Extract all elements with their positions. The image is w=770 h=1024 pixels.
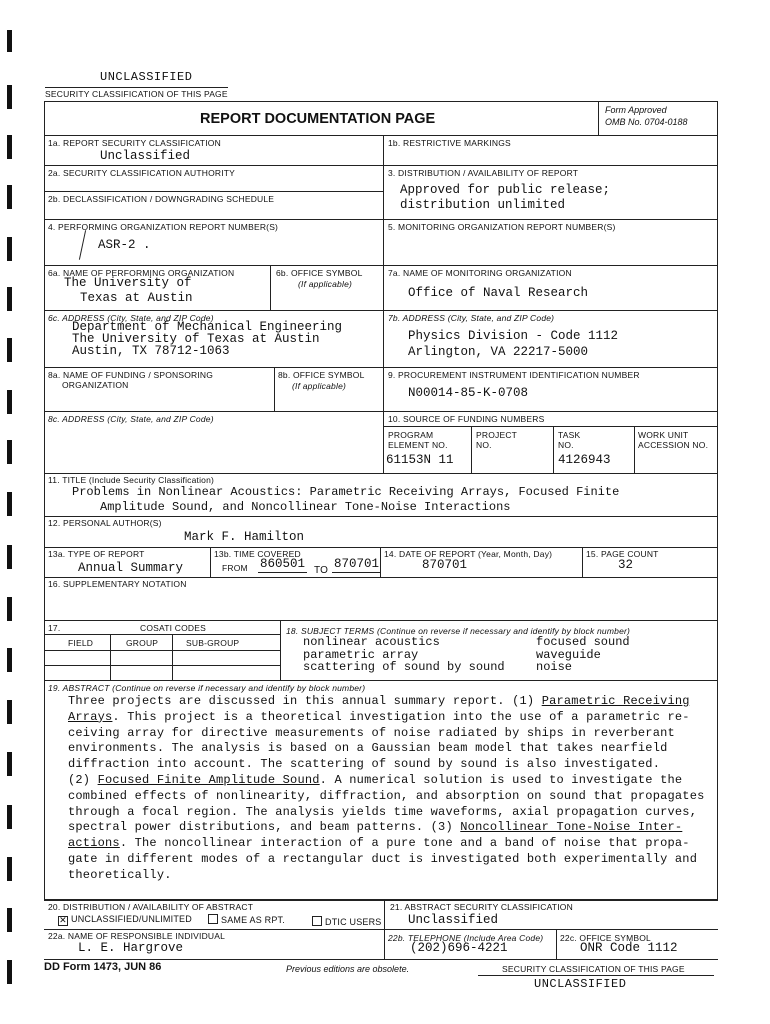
field-3-line1: Approved for public release; xyxy=(400,183,611,197)
option-same-as-rpt[interactable] xyxy=(208,914,285,925)
abstract-heading-2: Focused Finite Amplitude Sound xyxy=(97,772,320,787)
field-22b-label: 22b. TELEPHONE (Include Area Code) xyxy=(388,933,544,943)
abstract-line: gate in different modes of a rectangular duct is investigated both experimentally and xyxy=(68,851,698,866)
subject-term: waveguide xyxy=(536,647,601,662)
abstract-line xyxy=(68,773,713,789)
field-7a-value: Office of Naval Research xyxy=(408,286,589,300)
checkbox-icon[interactable] xyxy=(208,914,218,924)
checkbox-checked-icon[interactable]: ✕ xyxy=(59,915,67,925)
field-9-label: 9. PROCUREMENT INSTRUMENT IDENTIFICATION NUMBER xyxy=(388,370,640,380)
abstract-fragment: . This project is a theoretical investigation into the use of a parametric re- xyxy=(112,709,690,724)
subject-term: noise xyxy=(536,660,573,674)
field-19-label: 19. ABSTRACT (Continue on reverse if necessary and identify by block number) xyxy=(48,683,366,693)
field-13b-to-value: 870701 xyxy=(334,557,380,571)
task-label-1: TASK xyxy=(558,430,581,440)
margin-mark xyxy=(7,857,12,881)
field-15-label: 15. PAGE COUNT xyxy=(586,549,659,559)
classification-caption-bottom: SECURITY CLASSIFICATION OF THIS PAGE xyxy=(478,964,714,976)
abstract-text xyxy=(68,694,713,884)
field-6c-line3: Austin, TX 78712-1063 xyxy=(72,344,230,358)
abstract-line: diffraction into account. The scattering of sound by sound is also investigated. xyxy=(68,757,661,772)
margin-mark xyxy=(7,135,12,159)
abstract-heading-3: Noncollinear Tone-Noise Inter- xyxy=(460,820,683,835)
field-22b-value: (202)696-4221 xyxy=(410,941,508,955)
abstract-fragment: Three projects are discussed in this annual summary report. (1) xyxy=(68,694,542,708)
program-element-label-2: ELEMENT NO. xyxy=(388,440,448,450)
abstract-heading-1-cont: Arrays xyxy=(68,709,113,724)
option-dtic-users[interactable] xyxy=(312,916,382,927)
subject-terms-right xyxy=(536,636,630,674)
abstract-line xyxy=(68,710,713,726)
field-3-line2: distribution unlimited xyxy=(400,198,566,212)
cosati-subgroup-header: SUB-GROUP xyxy=(186,638,240,648)
abstract-line: through a focal region. The analysis yields time waveforms, axial propagation curves, xyxy=(68,804,698,819)
field-13b-to-label: TO xyxy=(314,565,329,576)
field-11-line1: Problems in Nonlinear Acoustics: Parametric Receiving Arrays, Focused Finite xyxy=(72,485,620,499)
field-13a-label: 13a. TYPE OF REPORT xyxy=(48,549,145,559)
field-21-value: Unclassified xyxy=(408,913,499,927)
margin-mark xyxy=(7,237,12,261)
field-4-label: 4. PERFORMING ORGANIZATION REPORT NUMBER(S) xyxy=(48,222,279,232)
checkbox-icon[interactable] xyxy=(312,916,322,926)
field-8a-label2: ORGANIZATION xyxy=(62,380,129,390)
field-6b-sub: (If applicable) xyxy=(298,279,353,289)
field-6a-line2: Texas at Austin xyxy=(80,291,193,305)
margin-mark xyxy=(7,908,12,932)
form-approved: Form Approved xyxy=(605,105,667,115)
cosati-group-header: GROUP xyxy=(126,638,159,648)
field-6c-line2: The University of Texas at Austin xyxy=(72,332,320,346)
field-6a-line1: The University of xyxy=(64,276,192,290)
option-unclassified-unlimited[interactable] xyxy=(58,914,192,926)
field-7b-line2: Arlington, VA 22217-5000 xyxy=(408,345,589,359)
task-label-2: NO. xyxy=(558,440,574,450)
field-7b-line1: Physics Division - Code 1112 xyxy=(408,329,619,343)
margin-mark xyxy=(7,597,12,621)
field-1a-value: Unclassified xyxy=(100,149,191,163)
field-18-label: 18. SUBJECT TERMS (Continue on reverse if necessary and identify by block number) xyxy=(286,626,631,636)
margin-mark xyxy=(7,338,12,362)
form-number: DD Form 1473, JUN 86 xyxy=(44,961,162,973)
abstract-fragment: (2) xyxy=(68,772,98,787)
field-21-label: 21. ABSTRACT SECURITY CLASSIFICATION xyxy=(390,902,573,912)
task-value: 4126943 xyxy=(558,453,611,467)
abstract-line: ceiving array for directive measurements of noise radiated by ships in reverberant xyxy=(68,725,675,740)
cosati-field-header: FIELD xyxy=(68,638,94,648)
field-22a-label: 22a. NAME OF RESPONSIBLE INDIVIDUAL xyxy=(48,931,226,941)
margin-mark xyxy=(7,287,12,311)
field-6a-label: 6a. NAME OF PERFORMING ORGANIZATION xyxy=(48,268,235,278)
field-16-label: 16. SUPPLEMENTARY NOTATION xyxy=(48,579,187,589)
abstract-line: combined effects of nonlinearity, diffraction, and absorption on sound that propagates xyxy=(68,788,705,803)
field-9-value: N00014-85-K-0708 xyxy=(408,386,529,400)
margin-mark xyxy=(7,648,12,672)
subject-term: nonlinear acoustics xyxy=(303,635,440,649)
abstract-heading-1: Parametric Receiving xyxy=(541,694,690,708)
field-6c-line1: Department of Mechanical Engineering xyxy=(72,320,343,334)
field-1a-label: 1a. REPORT SECURITY CLASSIFICATION xyxy=(48,138,221,148)
field-22c-value: ONR Code 1112 xyxy=(580,941,678,955)
subject-term: focused sound xyxy=(536,635,630,649)
margin-mark xyxy=(7,185,12,209)
field-22c-label: 22c. OFFICE SYMBOL xyxy=(560,933,651,943)
abstract-fragment: . A numerical solution is used to investigate the xyxy=(319,772,683,787)
abstract-line: environments. The analysis is based on a Gaussian beam model that takes nearfield xyxy=(68,741,668,756)
margin-mark xyxy=(7,805,12,829)
field-13b-from-label: FROM xyxy=(222,563,248,573)
field-13b-label: 13b. TIME COVERED xyxy=(214,549,301,559)
field-8b-label: 8b. OFFICE SYMBOL xyxy=(278,370,365,380)
field-15-value: 32 xyxy=(618,558,634,572)
field-4-value: ASR-2 . xyxy=(98,238,151,252)
field-8a-label: 8a. NAME OF FUNDING / SPONSORING xyxy=(48,370,214,380)
margin-mark xyxy=(7,960,12,984)
field-7a-label: 7a. NAME OF MONITORING ORGANIZATION xyxy=(388,268,572,278)
margin-mark xyxy=(7,85,12,109)
field-12-value: Mark F. Hamilton xyxy=(184,530,305,544)
margin-mark xyxy=(7,700,12,724)
subject-term: parametric array xyxy=(303,647,419,662)
field-5-label: 5. MONITORING ORGANIZATION REPORT NUMBER(S) xyxy=(388,222,616,232)
project-label-2: NO. xyxy=(476,440,492,450)
field-17-label: 17. xyxy=(48,623,61,633)
margin-mark xyxy=(7,440,12,464)
classification-bottom: UNCLASSIFIED xyxy=(534,977,627,991)
work-unit-label-2: ACCESSION NO. xyxy=(638,440,709,450)
field-20-label: 20. DISTRIBUTION / AVAILABILITY OF ABSTRACT xyxy=(48,902,254,912)
field-12-label: 12. PERSONAL AUTHOR(S) xyxy=(48,518,162,528)
field-6c-label: 6c. ADDRESS (City, State, and ZIP Code) xyxy=(48,313,214,323)
field-13a-value: Annual Summary xyxy=(78,561,184,575)
field-8c-label: 8c. ADDRESS (City, State, and ZIP Code) xyxy=(48,414,214,424)
option-label: SAME AS RPT. xyxy=(221,915,285,925)
omb-number: OMB No. 0704-0188 xyxy=(605,117,688,127)
abstract-fragment: spectral power distributions, and beam patterns. (3) xyxy=(68,820,461,835)
abstract-line xyxy=(68,694,713,710)
abstract-line: theoretically. xyxy=(68,867,172,882)
abstract-line xyxy=(68,820,713,836)
field-11-label: 11. TITLE (Include Security Classification) xyxy=(48,475,215,485)
option-label: DTIC USERS xyxy=(325,917,382,927)
margin-mark xyxy=(7,545,12,569)
field-1b-label: 1b. RESTRICTIVE MARKINGS xyxy=(388,138,511,148)
field-10-label: 10. SOURCE OF FUNDING NUMBERS xyxy=(388,414,545,424)
margin-mark xyxy=(7,492,12,516)
field-14-label: 14. DATE OF REPORT (Year, Month, Day) xyxy=(384,549,553,559)
field-2b-label: 2b. DECLASSIFICATION / DOWNGRADING SCHEDULE xyxy=(48,194,275,204)
field-7b-label: 7b. ADDRESS (City, State, and ZIP Code) xyxy=(388,313,555,323)
field-11-line2: Amplitude Sound, and Noncollinear Tone-Noise Interactions xyxy=(100,500,511,514)
abstract-line xyxy=(68,836,713,852)
field-22a-value: L. E. Hargrove xyxy=(78,941,184,955)
subject-term: scattering of sound by sound xyxy=(303,660,505,674)
field-3-label: 3. DISTRIBUTION / AVAILABILITY OF REPORT xyxy=(388,168,579,178)
margin-mark xyxy=(7,752,12,776)
field-6b-label: 6b. OFFICE SYMBOL xyxy=(276,268,363,278)
field-13b-from-value: 860501 xyxy=(260,557,306,571)
margin-mark xyxy=(7,30,12,52)
field-8b-sub: (If applicable) xyxy=(292,381,347,391)
abstract-fragment: . The noncollinear interaction of a pure tone and a band of noise that propa- xyxy=(119,836,690,851)
previous-editions-note: Previous editions are obsolete. xyxy=(286,964,410,974)
classification-top: UNCLASSIFIED xyxy=(100,70,193,84)
classification-caption-top: SECURITY CLASSIFICATION OF THIS PAGE xyxy=(45,89,228,99)
program-element-label-1: PROGRAM xyxy=(388,430,434,440)
option-label: UNCLASSIFIED/UNLIMITED xyxy=(71,914,192,924)
margin-mark xyxy=(7,390,12,414)
work-unit-label-1: WORK UNIT xyxy=(638,430,689,440)
form-title: REPORT DOCUMENTATION PAGE xyxy=(200,111,436,127)
subject-terms-left xyxy=(303,636,505,674)
cosati-codes-label: COSATI CODES xyxy=(140,623,207,633)
program-element-value: 61153N 11 xyxy=(386,453,454,467)
field-14-value: 870701 xyxy=(422,558,468,572)
project-label-1: PROJECT xyxy=(476,430,518,440)
abstract-heading-3-cont: actions xyxy=(68,836,120,851)
field-2a-label: 2a. SECURITY CLASSIFICATION AUTHORITY xyxy=(48,168,236,178)
